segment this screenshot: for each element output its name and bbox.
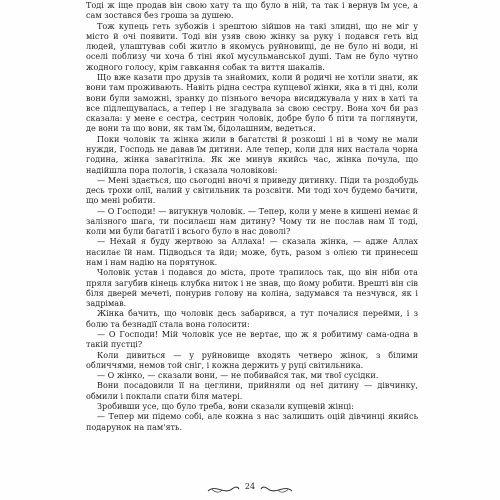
paragraph: — Тепер ми підемо собі, але кожна з нас залишить оцій дівчинці якийсь подарунок на пам'ять. — [86, 411, 418, 432]
paragraph: — О Господи! — вигукнув чоловік. — Тепер, коли у мене в кишені немає й залізного шага, ти посилаєш нам дитину? Чому ти не послав нам її тоді, коли ми були багатії і всього було в нас доволі? — [86, 205, 418, 237]
paragraph: Тоді ж іще продав він свою хату та що було в ній, та так і вернув їм усе, а сам зостався без гроша за душею. — [86, 0, 418, 21]
paragraph: Вони посадовили її на цеглини, прийняли од неї дитину — дівчинку, обмили і поклали спати біля матері. — [86, 380, 418, 401]
paragraph: — О Господи! Мій чоловік усе не вертає, що ж я робитиму сама-одна в такій пустці? — [86, 329, 418, 350]
body-text — [86, 0, 418, 432]
paragraph: Чоловік устав і подався до міста, проте трапилось так, що він ніби ота пряля загубив кінець клубка ниток і не знав, що йому робити. Врешті він сів біля дверей мечеті, понурив голову на коліна, задумався та незчувся, як і задрімав. — [86, 267, 418, 309]
page-number: 24 — [244, 482, 256, 491]
paragraph: Поки чоловік та жінка жили в багатстві й розкоші і ні в чому не мали нужди, Господь не давав їм дитини. Але тепер, коли для них настала чорна година, жінка завагітніла. Як же минув якийсь час, жінка почула, що надійшла пора пологів, і сказала чоловікові: — [86, 133, 418, 175]
paragraph: Коли дивиться — у руйновище входять четверо жінок, з білими обличчями, немов той сніг, і кожна держить у руці світильника. — [86, 349, 418, 370]
paragraph: — Нехай я буду жертвою за Аллаха! — сказала жінка, — адже Аллах насилає їй нам. Підводься та йди; може, буть, разом з олією ти принесеш нам і нам надію на порятунок. — [86, 236, 418, 268]
paragraph: Тож купець геть зубожів і зрештою зійшов на такі злидні, що не міг у місто й очі появити. Тоді він узяв свою жінку за руку і подався геть від людей, улаштував собі житло в якомусь руйновищі, де не було ні води, ні оселі поблизу чи хоча б тіні якої мусульманської душі. Там не було чутно жодного голосу, крім гавкання собак та виття шакалів. — [86, 20, 418, 72]
paragraph: Жінка бачить, що чоловік десь забарився, а тут почалися перейми, і з болю та безнадії стала вона голосити: — [86, 308, 418, 329]
paragraph: — О жінко, — сказали вони, — не побивайся так, ми твої сусідки. — [97, 370, 379, 381]
paragraph: — Мені здається, що сьогодні вночі я приведу дитинку. Піди та роздобудь десь трохи олії, налий у світильник та розсвіти. Ми тоді хоч будемо бачити, що мені робити. — [86, 174, 418, 206]
paragraph: Що вже казати про друзів та знайомих, коли й родичі не хотіли знати, як вони там проживають. Навіть рідна сестра купцевої жінки, яка в ті дні, коли вони були заможні, зранку до пізнього вечора висиджувала у них в хаті та все підлещувалась, а тепер і не згадувала за свою сестру. Вона хоч би раз сказала: у мене є сестра, сестрин чоловік, добре було б піти та поглянути, де вони та що вони, як там їм, бідолашним, ведеться. — [86, 71, 418, 134]
page-footer — [0, 479, 500, 497]
paragraph: Зробивши усе, що було треба, вони сказали купцевій жінці: — [97, 400, 354, 411]
